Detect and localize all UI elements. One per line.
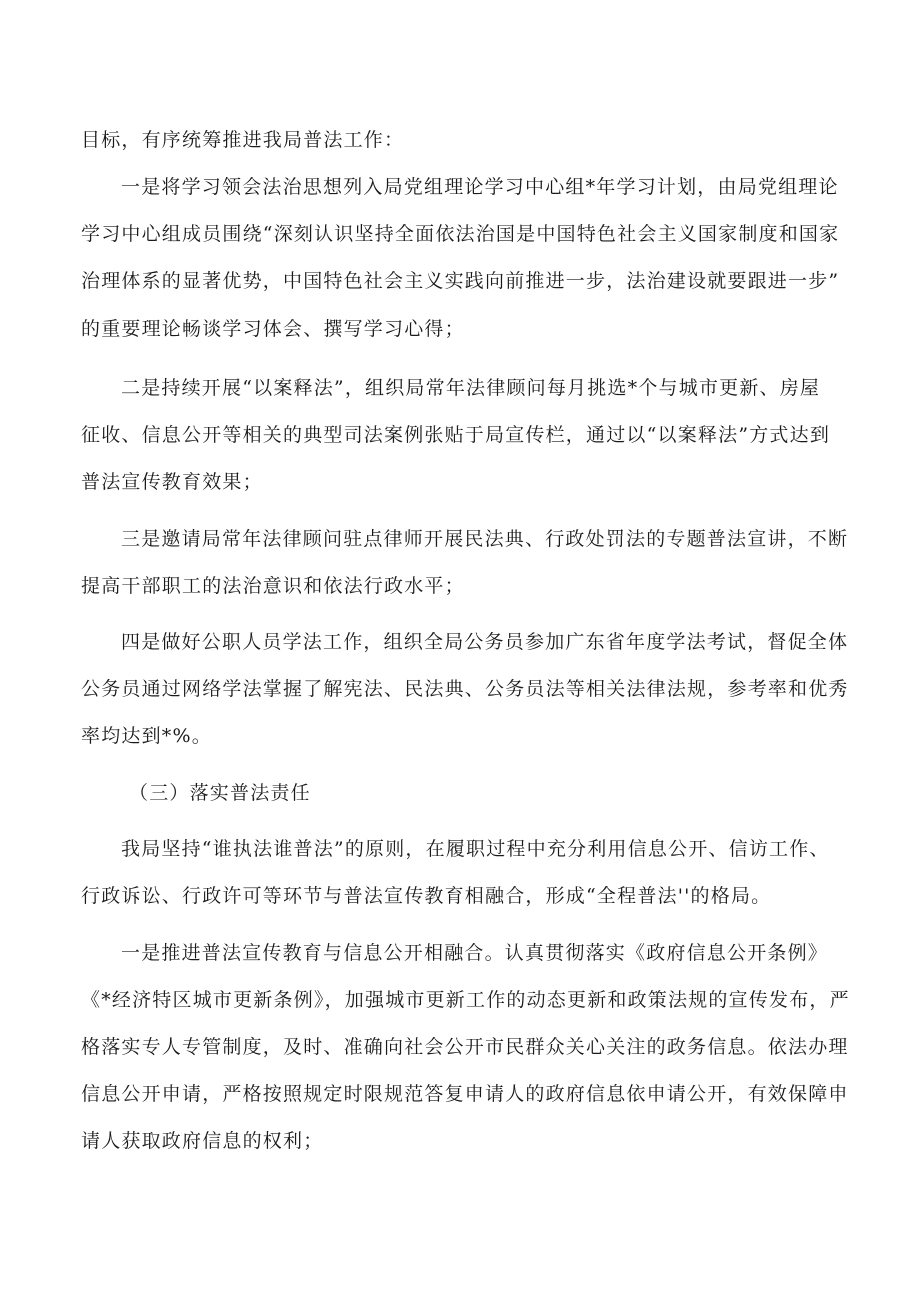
- paragraph-line: 请人获取政府信息的权利；: [81, 1130, 324, 1152]
- paragraph-line: 三是邀请局常年法律顾问驻点律师开展民法典、行政处罚法的专题普法宣讲，不断: [121, 528, 849, 550]
- paragraph-line: 率均达到*%。: [81, 725, 212, 747]
- paragraph-line: 行政诉讼、行政许可等环节与普法宣传教育相融合，形成“全程普法''的格局。: [81, 885, 772, 907]
- paragraph-line: 治理体系的显著优势，中国特色社会主义实践向前推进一步，法治建设就要跟进一步”: [81, 270, 840, 292]
- paragraph-line: 征收、信息公开等相关的典型司法案例张贴于局宣传栏，通过以“以案释法”方式达到: [81, 424, 831, 446]
- paragraph-line: 格落实专人专管制度，及时、准确向社会公开市民群众关心关注的政务信息。依法办理: [81, 1036, 849, 1058]
- paragraph-line: 《*经济特区城市更新条例》，加强城市更新工作的动态更新和政策法规的宣传发布，严: [81, 989, 850, 1011]
- paragraph-line: 一是将学习领会法治思想列入局党组理论学习中心组*年学习计划，由局党组理论: [121, 176, 839, 198]
- paragraph-line: 四是做好公职人员学法工作，组织全局公务员参加广东省年度学法考试，督促全体: [121, 631, 849, 653]
- paragraph-line: 学习中心组成员围绕“深刻认识坚持全面依法治国是中国特色社会主义国家制度和国家: [81, 223, 840, 245]
- paragraph-line: 的重要理论畅谈学习体会、撰写学习心得；: [81, 318, 465, 340]
- section-heading: （三）落实普法责任: [129, 782, 311, 804]
- paragraph-line: 提高干部职工的法治意识和依法行政水平；: [81, 575, 465, 597]
- paragraph-line: 普法宣传教育效果；: [81, 471, 263, 493]
- paragraph-line: 公务员通过网络学法掌握了解宪法、民法典、公务员法等相关法律法规，参考率和优秀: [81, 678, 849, 700]
- paragraph-line: 我局坚持“谁执法谁普法”的原则，在履职过程中充分利用信息公开、信访工作、: [121, 838, 830, 860]
- paragraph-line: 信息公开申请，严格按照规定时限规范答复申请人的政府信息依申请公开，有效保障申: [81, 1083, 849, 1105]
- paragraph-line: 目标，有序统筹推进我局普法工作：: [81, 129, 405, 151]
- paragraph-line: 一是推进普法宣传教育与信息公开相融合。认真贯彻落实《政府信息公开条例》: [121, 942, 829, 964]
- paragraph-line: 二是持续开展“以案释法”，组织局常年法律顾问每月挑选*个与城市更新、房屋: [121, 377, 821, 399]
